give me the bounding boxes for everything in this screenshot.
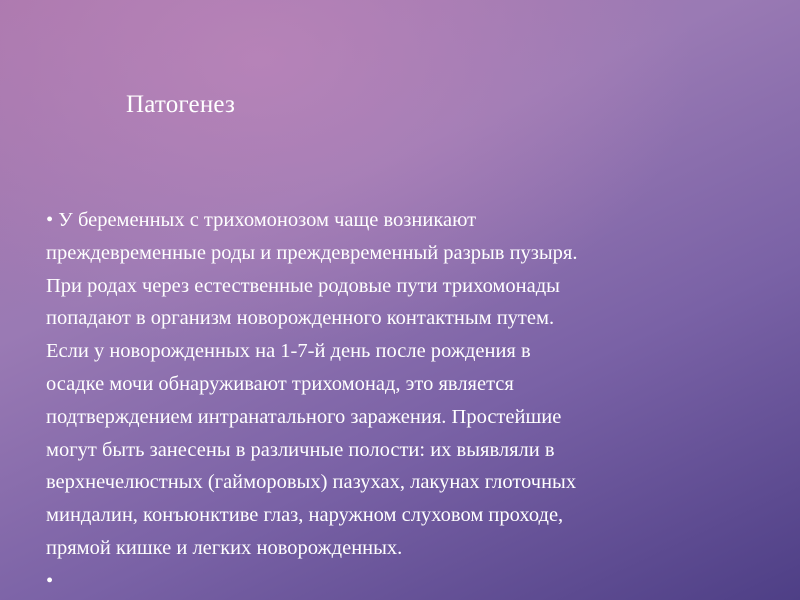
- slide-body: [46, 204, 766, 598]
- empty-bullet: •: [46, 569, 54, 592]
- bullet-paragraph: • У беременных с трихомонозом чаще возникают преждевременные роды и преждевременный разрыв пузыря. При родах через естественные родовые пути трихомонады попадают в организм новорожденного контактным путем. Если у новорожденных на 1-7-й день после рождения в осадке мочи обнаруживают трихомонад, это является подтверждением интранатального заражения. Простейшие могут быть занесены в различные полости: их выявляли в верхнечелюстных (гайморовых) пазухах, лакунах глоточных миндалин, конъюнктиве глаз, наружном слуховом проходе, прямой кишке и легких новорожденных.: [46, 209, 578, 559]
- slide-title: Патогенез: [126, 91, 236, 118]
